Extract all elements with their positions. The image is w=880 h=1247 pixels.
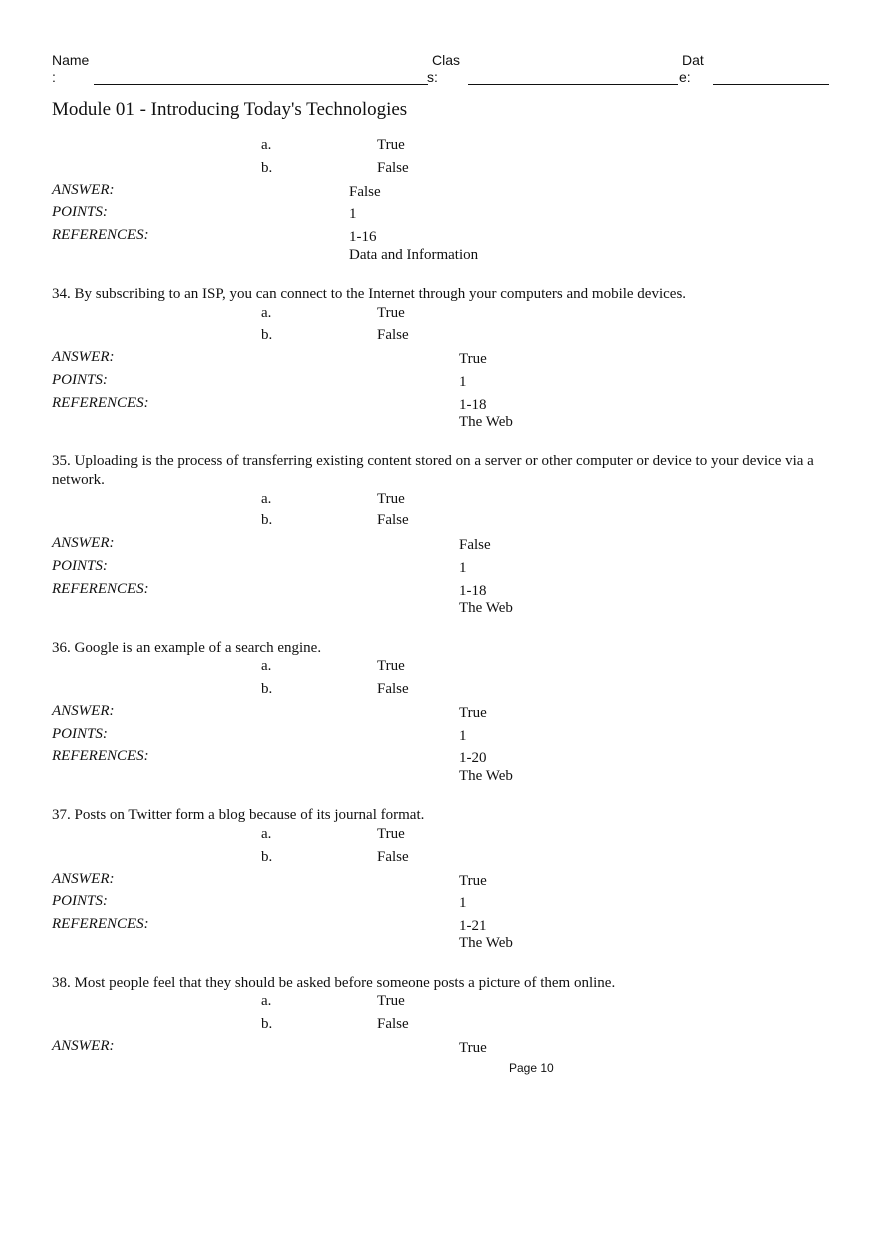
- name-colon: :: [52, 69, 56, 85]
- option-a-letter: a.: [261, 305, 272, 321]
- reference-page: 1-18: [459, 583, 487, 599]
- option-a-text: True: [377, 137, 405, 153]
- reference-topic: The Web: [459, 935, 513, 951]
- answer-label: ANSWER:: [52, 349, 115, 365]
- reference-page: 1-21: [459, 918, 487, 934]
- references-label: REFERENCES:: [52, 748, 149, 764]
- question-text: 36. Google is an example of a search engine.: [52, 640, 322, 656]
- answer-label: ANSWER:: [52, 871, 115, 887]
- class-suffix: s:: [427, 69, 438, 85]
- points-label: POINTS:: [52, 204, 108, 220]
- option-a-letter: a.: [261, 993, 272, 1009]
- option-b-letter: b.: [261, 327, 273, 343]
- option-b-letter: b.: [261, 849, 273, 865]
- option-b-letter: b.: [261, 1016, 273, 1032]
- answer-value: True: [459, 351, 487, 367]
- points-label: POINTS:: [52, 558, 108, 574]
- question-text: 35. Uploading is the process of transferring existing content stored on a server or other computer or device to your device via a network.: [52, 453, 814, 488]
- option-a-letter: a.: [261, 491, 272, 507]
- answer-label: ANSWER:: [52, 703, 115, 719]
- references-label: REFERENCES:: [52, 395, 149, 411]
- option-b-text: False: [377, 849, 409, 865]
- class-label: Clas: [432, 52, 461, 68]
- question-text: 38. Most people feel that they should be asked before someone posts a picture of them online.: [52, 975, 616, 991]
- reference-topic: The Web: [459, 414, 513, 430]
- points-label: POINTS:: [52, 726, 108, 742]
- answer-value: False: [349, 184, 381, 200]
- reference-page: 1-18: [459, 397, 487, 413]
- points-value: 1: [459, 728, 467, 744]
- module-title: Module 01 - Introducing Today's Technologies: [52, 99, 408, 120]
- points-value: 1: [349, 206, 357, 222]
- answer-label: ANSWER:: [52, 535, 115, 551]
- question-text: 37. Posts on Twitter form a blog because of its journal format.: [52, 807, 425, 823]
- reference-topic: The Web: [459, 768, 513, 784]
- question-text: 34. By subscribing to an ISP, you can connect to the Internet through your computers and mobile devices.: [52, 286, 687, 302]
- option-b-letter: b.: [261, 512, 273, 528]
- option-a-letter: a.: [261, 137, 272, 153]
- option-a-letter: a.: [261, 826, 272, 842]
- references-label: REFERENCES:: [52, 227, 149, 243]
- option-b-text: False: [377, 1016, 409, 1032]
- answer-label: ANSWER:: [52, 182, 115, 198]
- points-label: POINTS:: [52, 372, 108, 388]
- references-label: REFERENCES:: [52, 581, 149, 597]
- page-number: Page 10: [509, 1061, 554, 1075]
- answer-label: ANSWER:: [52, 1038, 115, 1054]
- points-value: 1: [459, 895, 467, 911]
- option-a-text: True: [377, 993, 405, 1009]
- points-label: POINTS:: [52, 893, 108, 909]
- references-label: REFERENCES:: [52, 916, 149, 932]
- option-b-letter: b.: [261, 681, 273, 697]
- reference-page: 1-16: [349, 229, 377, 245]
- option-a-text: True: [377, 491, 405, 507]
- option-a-text: True: [377, 305, 405, 321]
- reference-topic: Data and Information: [349, 247, 479, 263]
- answer-value: True: [459, 873, 487, 889]
- option-a-text: True: [377, 826, 405, 842]
- name-label: Name: [52, 52, 90, 68]
- answer-value: True: [459, 1040, 487, 1056]
- option-b-text: False: [377, 160, 409, 176]
- points-value: 1: [459, 374, 467, 390]
- name-line: [94, 84, 428, 85]
- class-line: [468, 84, 678, 85]
- answer-value: True: [459, 705, 487, 721]
- reference-topic: The Web: [459, 600, 513, 616]
- date-line: [713, 84, 829, 85]
- option-a-text: True: [377, 658, 405, 674]
- option-b-letter: b.: [261, 160, 273, 176]
- option-b-text: False: [377, 512, 409, 528]
- option-b-text: False: [377, 327, 409, 343]
- option-a-letter: a.: [261, 658, 272, 674]
- points-value: 1: [459, 560, 467, 576]
- option-b-text: False: [377, 681, 409, 697]
- date-label: Dat: [682, 52, 704, 68]
- date-suffix: e:: [679, 69, 691, 85]
- answer-value: False: [459, 537, 491, 553]
- reference-page: 1-20: [459, 750, 487, 766]
